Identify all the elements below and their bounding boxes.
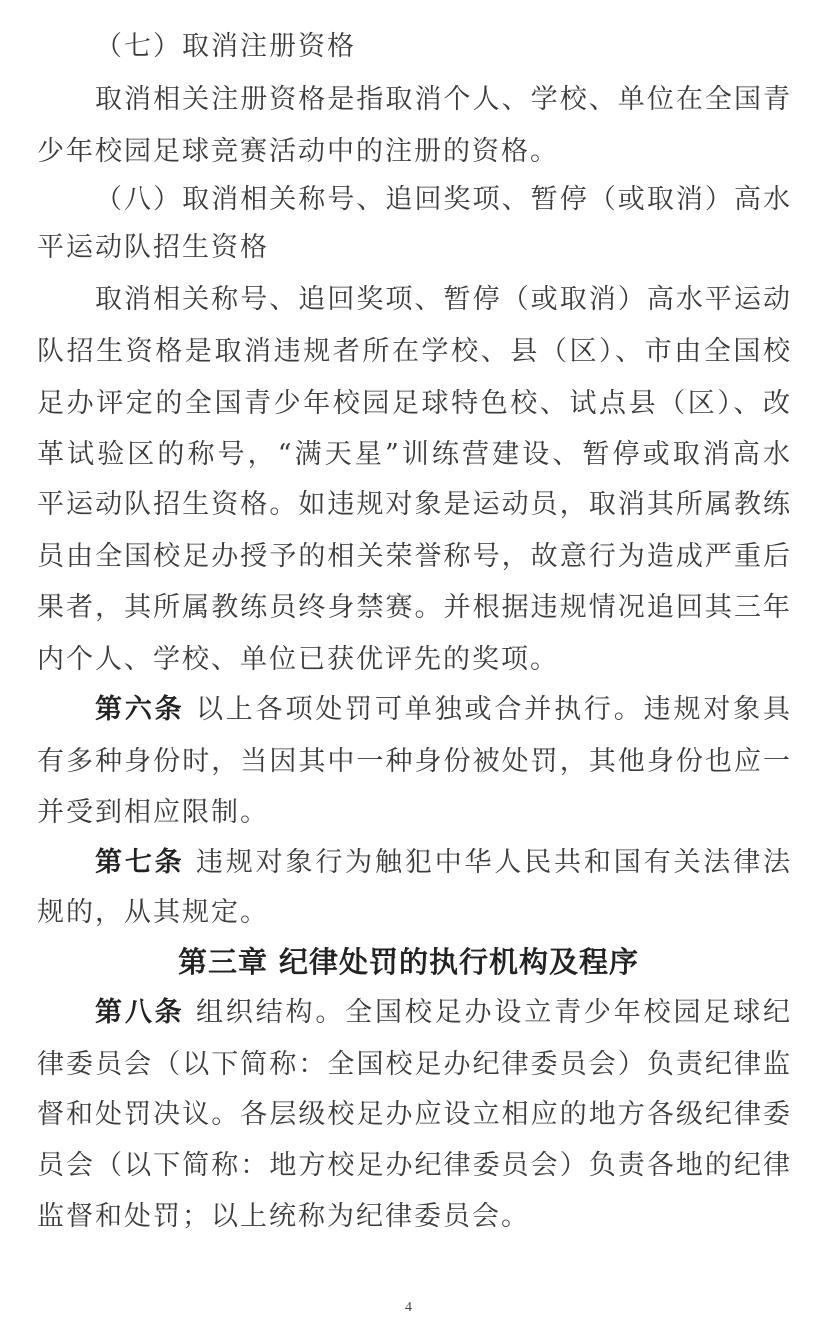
article-7-line (95, 846, 792, 880)
text-line: 监督和处罚；以上统称为纪律委员会。 (37, 1201, 530, 1232)
text-line: 员会（以下简称：地方校足办纪律委员会）负责各地的纪律 (37, 1150, 792, 1181)
text-line: 取消相关称号、追回奖项、暂停（或取消）高水平运动 (95, 284, 792, 315)
article-label: 第七条 (95, 847, 185, 878)
text-line: 有多种身份时，当因其中一种身份被处罚，其他身份也应一 (37, 746, 792, 777)
page-number: 4 (405, 1300, 412, 1315)
text-line: 律委员会（以下简称：全国校足办纪律委员会）负责纪律监 (37, 1049, 792, 1080)
article-6-line (95, 693, 792, 727)
article-text: 组织结构。全国校足办设立青少年校园足球纪 (195, 997, 792, 1028)
text-line: 平运动队招生资格。如违规对象是运动员，取消其所属教练 (37, 489, 792, 520)
text-line: 督和处罚决议。各层级校足办应设立相应的地方各级纪律委 (37, 1099, 792, 1130)
article-text: 违规对象行为触犯中华人民共和国有关法律法 (195, 847, 792, 878)
text-line: 员由全国校足办授予的相关荣誉称号，故意行为造成严重后 (37, 541, 792, 572)
text-line: 并受到相应限制。 (37, 797, 269, 828)
text-line: 足办评定的全国青少年校园足球特色校、试点县（区）、改 (37, 388, 792, 419)
text-line: 取消相关注册资格是指取消个人、学校、单位在全国青 (95, 84, 792, 115)
article-label: 第八条 (95, 997, 185, 1028)
text-line: 内个人、学校、单位已获优评先的奖项。 (37, 644, 559, 675)
text-line: 平运动队招生资格 (37, 232, 269, 263)
article-text: 以上各项处罚可单独或合并执行。违规对象具 (195, 694, 792, 725)
text-line: 果者，其所属教练员终身禁赛。并根据违规情况追回其三年 (37, 592, 792, 623)
text-line: 规的，从其规定。 (37, 897, 269, 928)
text-line: 革试验区的称号，“满天星”训练营建设、暂停或取消高水 (37, 439, 792, 470)
text-line: 少年校园足球竞赛活动中的注册的资格。 (37, 136, 559, 167)
section-heading-8: （八）取消相关称号、追回奖项、暂停（或取消）高水 (95, 184, 792, 215)
article-label: 第六条 (95, 694, 185, 725)
section-heading-7: （七）取消注册资格 (95, 31, 356, 62)
text-line: 队招生资格是取消违规者所在学校、县（区）、市由全国校 (37, 336, 792, 367)
chapter-heading: 第三章 纪律处罚的执行机构及程序 (177, 945, 640, 979)
article-8-line (95, 996, 792, 1030)
